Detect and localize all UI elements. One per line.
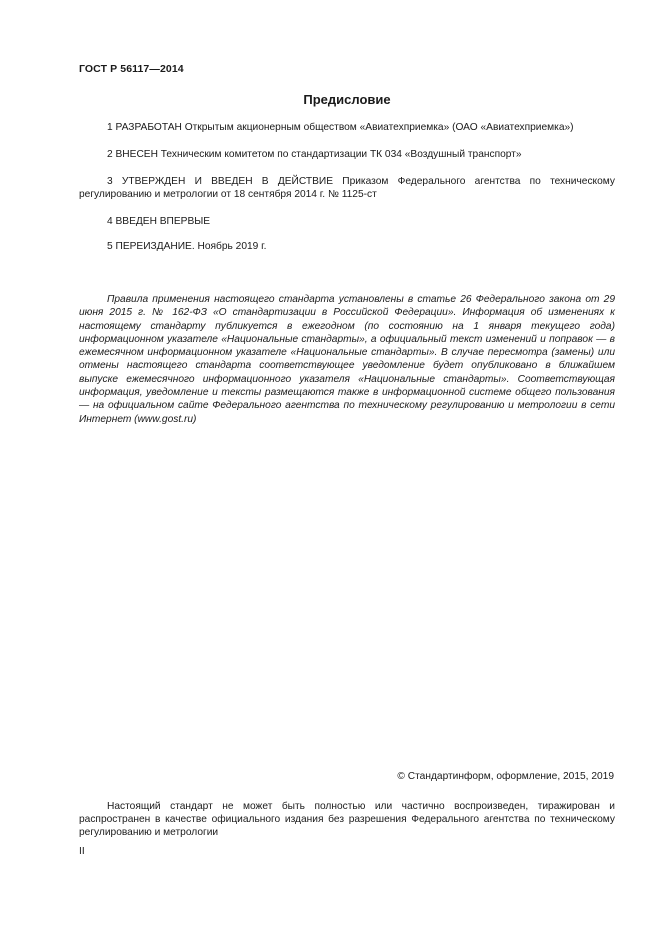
page-title: Предисловие <box>303 92 391 107</box>
foreword-item-4: 4 ВВЕДЕН ВПЕРВЫЕ <box>107 216 211 227</box>
foreword-item-2: 2 ВНЕСЕН Техническим комитетом по стандартизации ТК 034 «Воздушный транспорт» <box>107 149 522 160</box>
copyright-line: © Стандартинформ, оформление, 2015, 2019 <box>397 771 614 782</box>
application-rules-notice: Правила применения настоящего стандарта установлены в статье 26 Федерального закона от 29 июня 2015 г. № 162-ФЗ «О стандартизации в Российской Федерации». Информация об изменениях к настоящему стандарту публикуется в ежегодном (по состоянию на 1 января текущего года) информационном указателе «Национальные стандарты», а официальный текст изменений и поправок — в ежемесячном информационном указателе «Национальные стандарты». В случае пересмотра (замены) или отмены настоящего стандарта соответствующее уведомление будет опубликовано в ближайшем выпуске ежемесячного информационного указателя «Национальные стандарты». Соответствующая информация, уведомление и тексты размещаются также в информационной системе общего пользования — на официальном сайте Федерального агентства по техническому регулированию и метрологии в сети Интернет (www.gost.ru) <box>79 294 615 425</box>
reproduction-notice: Настоящий стандарт не может быть полностью или частично воспроизведен, тиражирован и распространен в качестве официального издания без разрешения Федерального агентства по техническому регулированию и метрологии <box>79 801 615 838</box>
page-number: II <box>79 846 85 857</box>
foreword-item-1: 1 РАЗРАБОТАН Открытым акционерным обществом «Авиатехприемка» (ОАО «Авиатехприемка») <box>107 122 574 133</box>
foreword-item-3: 3 УТВЕРЖДЕН И ВВЕДЕН В ДЕЙСТВИЕ Приказом Федерального агентства по техническому регулированию и метрологии от 18 сентября 2014 г. № 1125-ст <box>79 176 615 200</box>
foreword-item-5: 5 ПЕРЕИЗДАНИЕ. Ноябрь 2019 г. <box>107 241 267 252</box>
document-code: ГОСТ Р 56117—2014 <box>79 63 184 75</box>
